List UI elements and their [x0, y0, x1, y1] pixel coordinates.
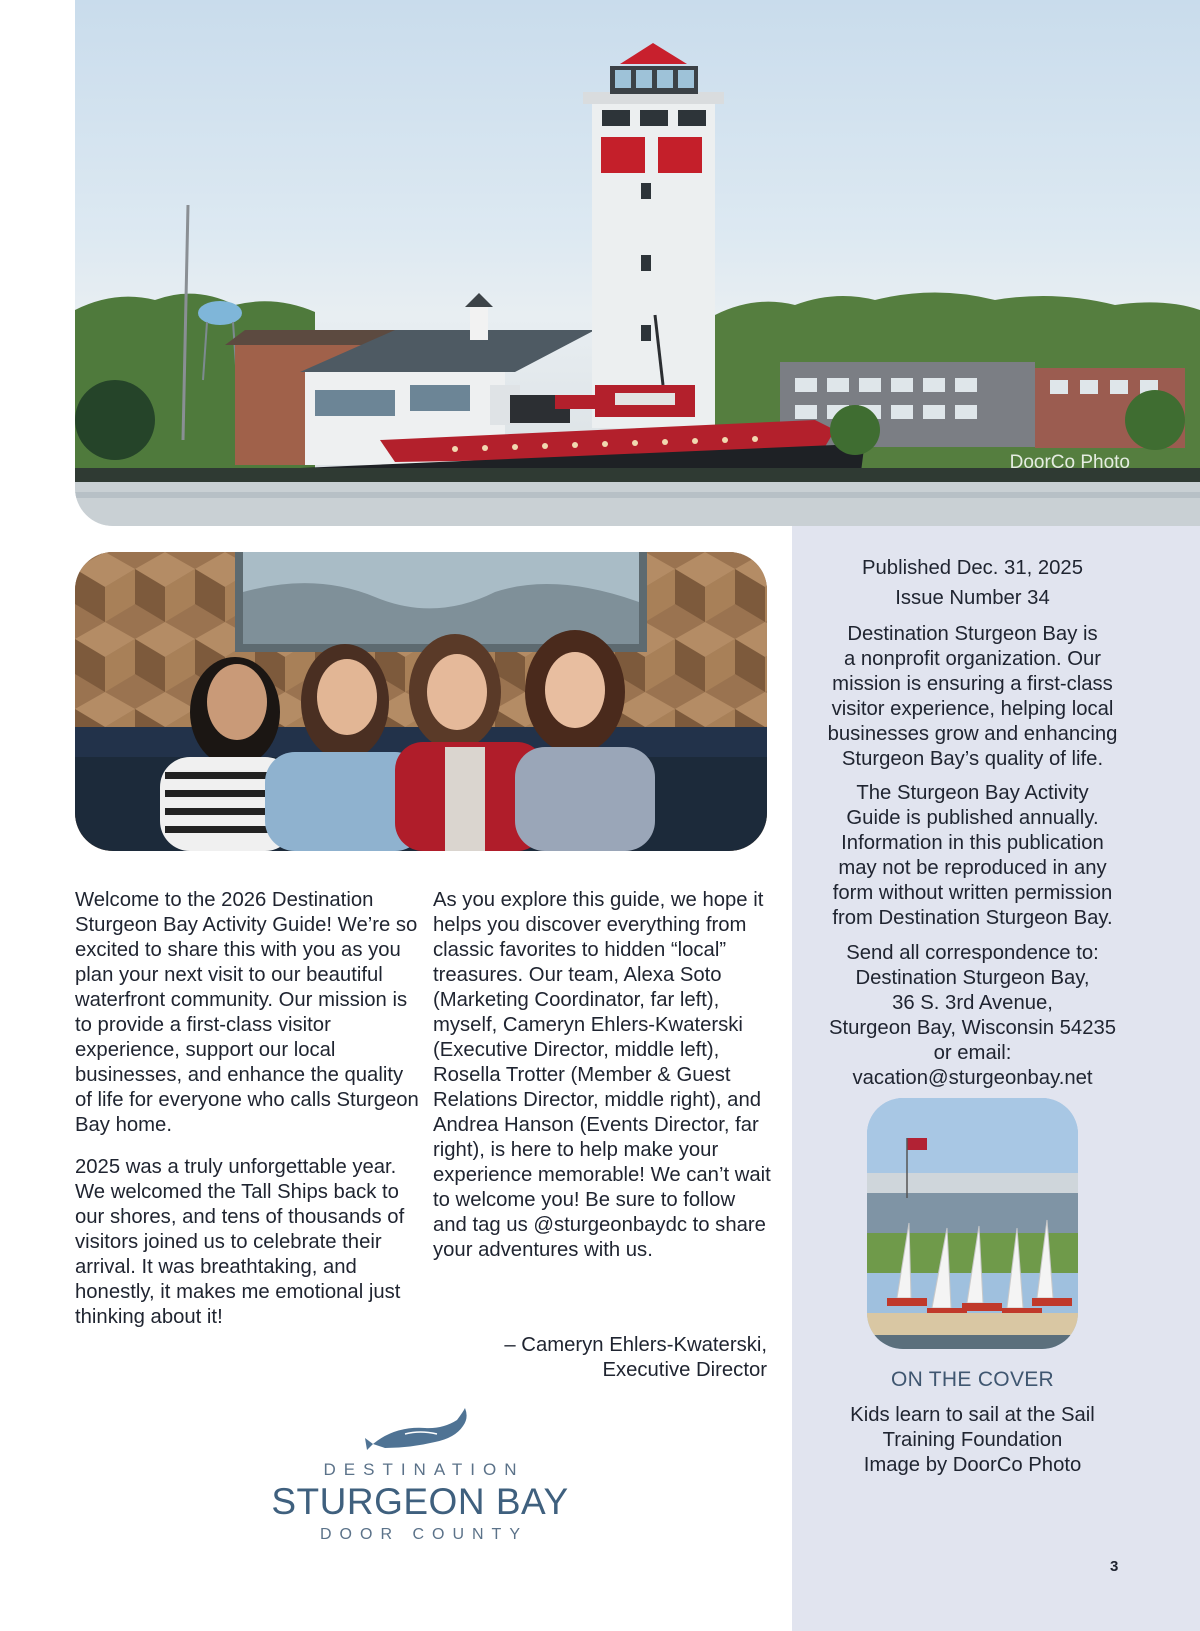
mission-statement: Destination Sturgeon Bay is a nonprofit organization. Our mission is ensuring a first-class visitor experience, helping local businesses grow and enhancing Sturgeon Bay’s quality of life. [827, 623, 1118, 770]
sturgeon-fish-icon [365, 1404, 475, 1454]
logo-sturgeon-bay-text: STURGEON BAY [271, 1481, 569, 1522]
letter-paragraph: As you explore this guide, we hope it helps you discover everything from classic favorites to hidden “local” treasures. Our team, Alexa Soto (Marketing Coordinator, far left), myself, Cameryn Ehlers-Kwaterski (Executive Director, middle left), Rosella Trotter (Member & Guest Relations Director, middle right), and Andrea Hanson (Events Director, far right), is here to help make your experience memorable! We can’t wait to welcome you! Be sure to follow and tag us @sturgeonbaydc to share your adventures with us. [433, 889, 771, 1261]
team-photo [75, 552, 767, 851]
letter-left-column [75, 888, 420, 1347]
issue-number: Issue Number 34 [895, 587, 1050, 609]
cover-description: Kids learn to sail at the Sail Training Foundation Image by DoorCo Photo [850, 1404, 1095, 1476]
published-date: Published Dec. 31, 2025 [862, 557, 1083, 579]
page-number: 3 [1110, 1558, 1119, 1575]
photo-credit: DoorCo Photo [1009, 452, 1130, 473]
logo-door-county-text: DOOR COUNTY [320, 1526, 528, 1543]
destination-sturgeon-bay-logo [270, 1404, 570, 1564]
logo-destination-text: DESTINATION [323, 1460, 525, 1479]
letter-right-column [433, 888, 773, 1280]
letter-paragraph: Welcome to the 2026 Destination Sturgeon Bay Activity Guide! We’re so excited to share this with you as you plan your next visit to our beautiful waterfront community. Our mission is to provide a first-class visitor experience, support our local businesses, and enhance the quality of life for everyone who calls Sturgeon Bay home. [75, 889, 419, 1136]
letter-signature: – Cameryn Ehlers-Kwaterski, Executive Director [504, 1334, 767, 1381]
correspondence-address: Send all correspondence to: Destination Sturgeon Bay, 36 S. 3rd Avenue, Sturgeon Bay, Wisconsin 54235 or email: vacation@sturgeonbay.net [828, 942, 1117, 1089]
publication-notice: The Sturgeon Bay Activity Guide is published annually. Information in this publication may not be reproduced in any form without written permission from Destination Sturgeon Bay. [832, 782, 1113, 929]
cover-sailboats-photo [867, 1098, 1078, 1349]
on-the-cover-heading: ON THE COVER [890, 1368, 1055, 1391]
hero-photo [75, 0, 1200, 526]
letter-paragraph: 2025 was a truly unforgettable year. We welcomed the Tall Ships back to our shores, and tens of thousands of visitors joined us to celebrate their arrival. It was breathtaking, and honestly, it makes me emotional just thinking about it! [75, 1156, 405, 1328]
